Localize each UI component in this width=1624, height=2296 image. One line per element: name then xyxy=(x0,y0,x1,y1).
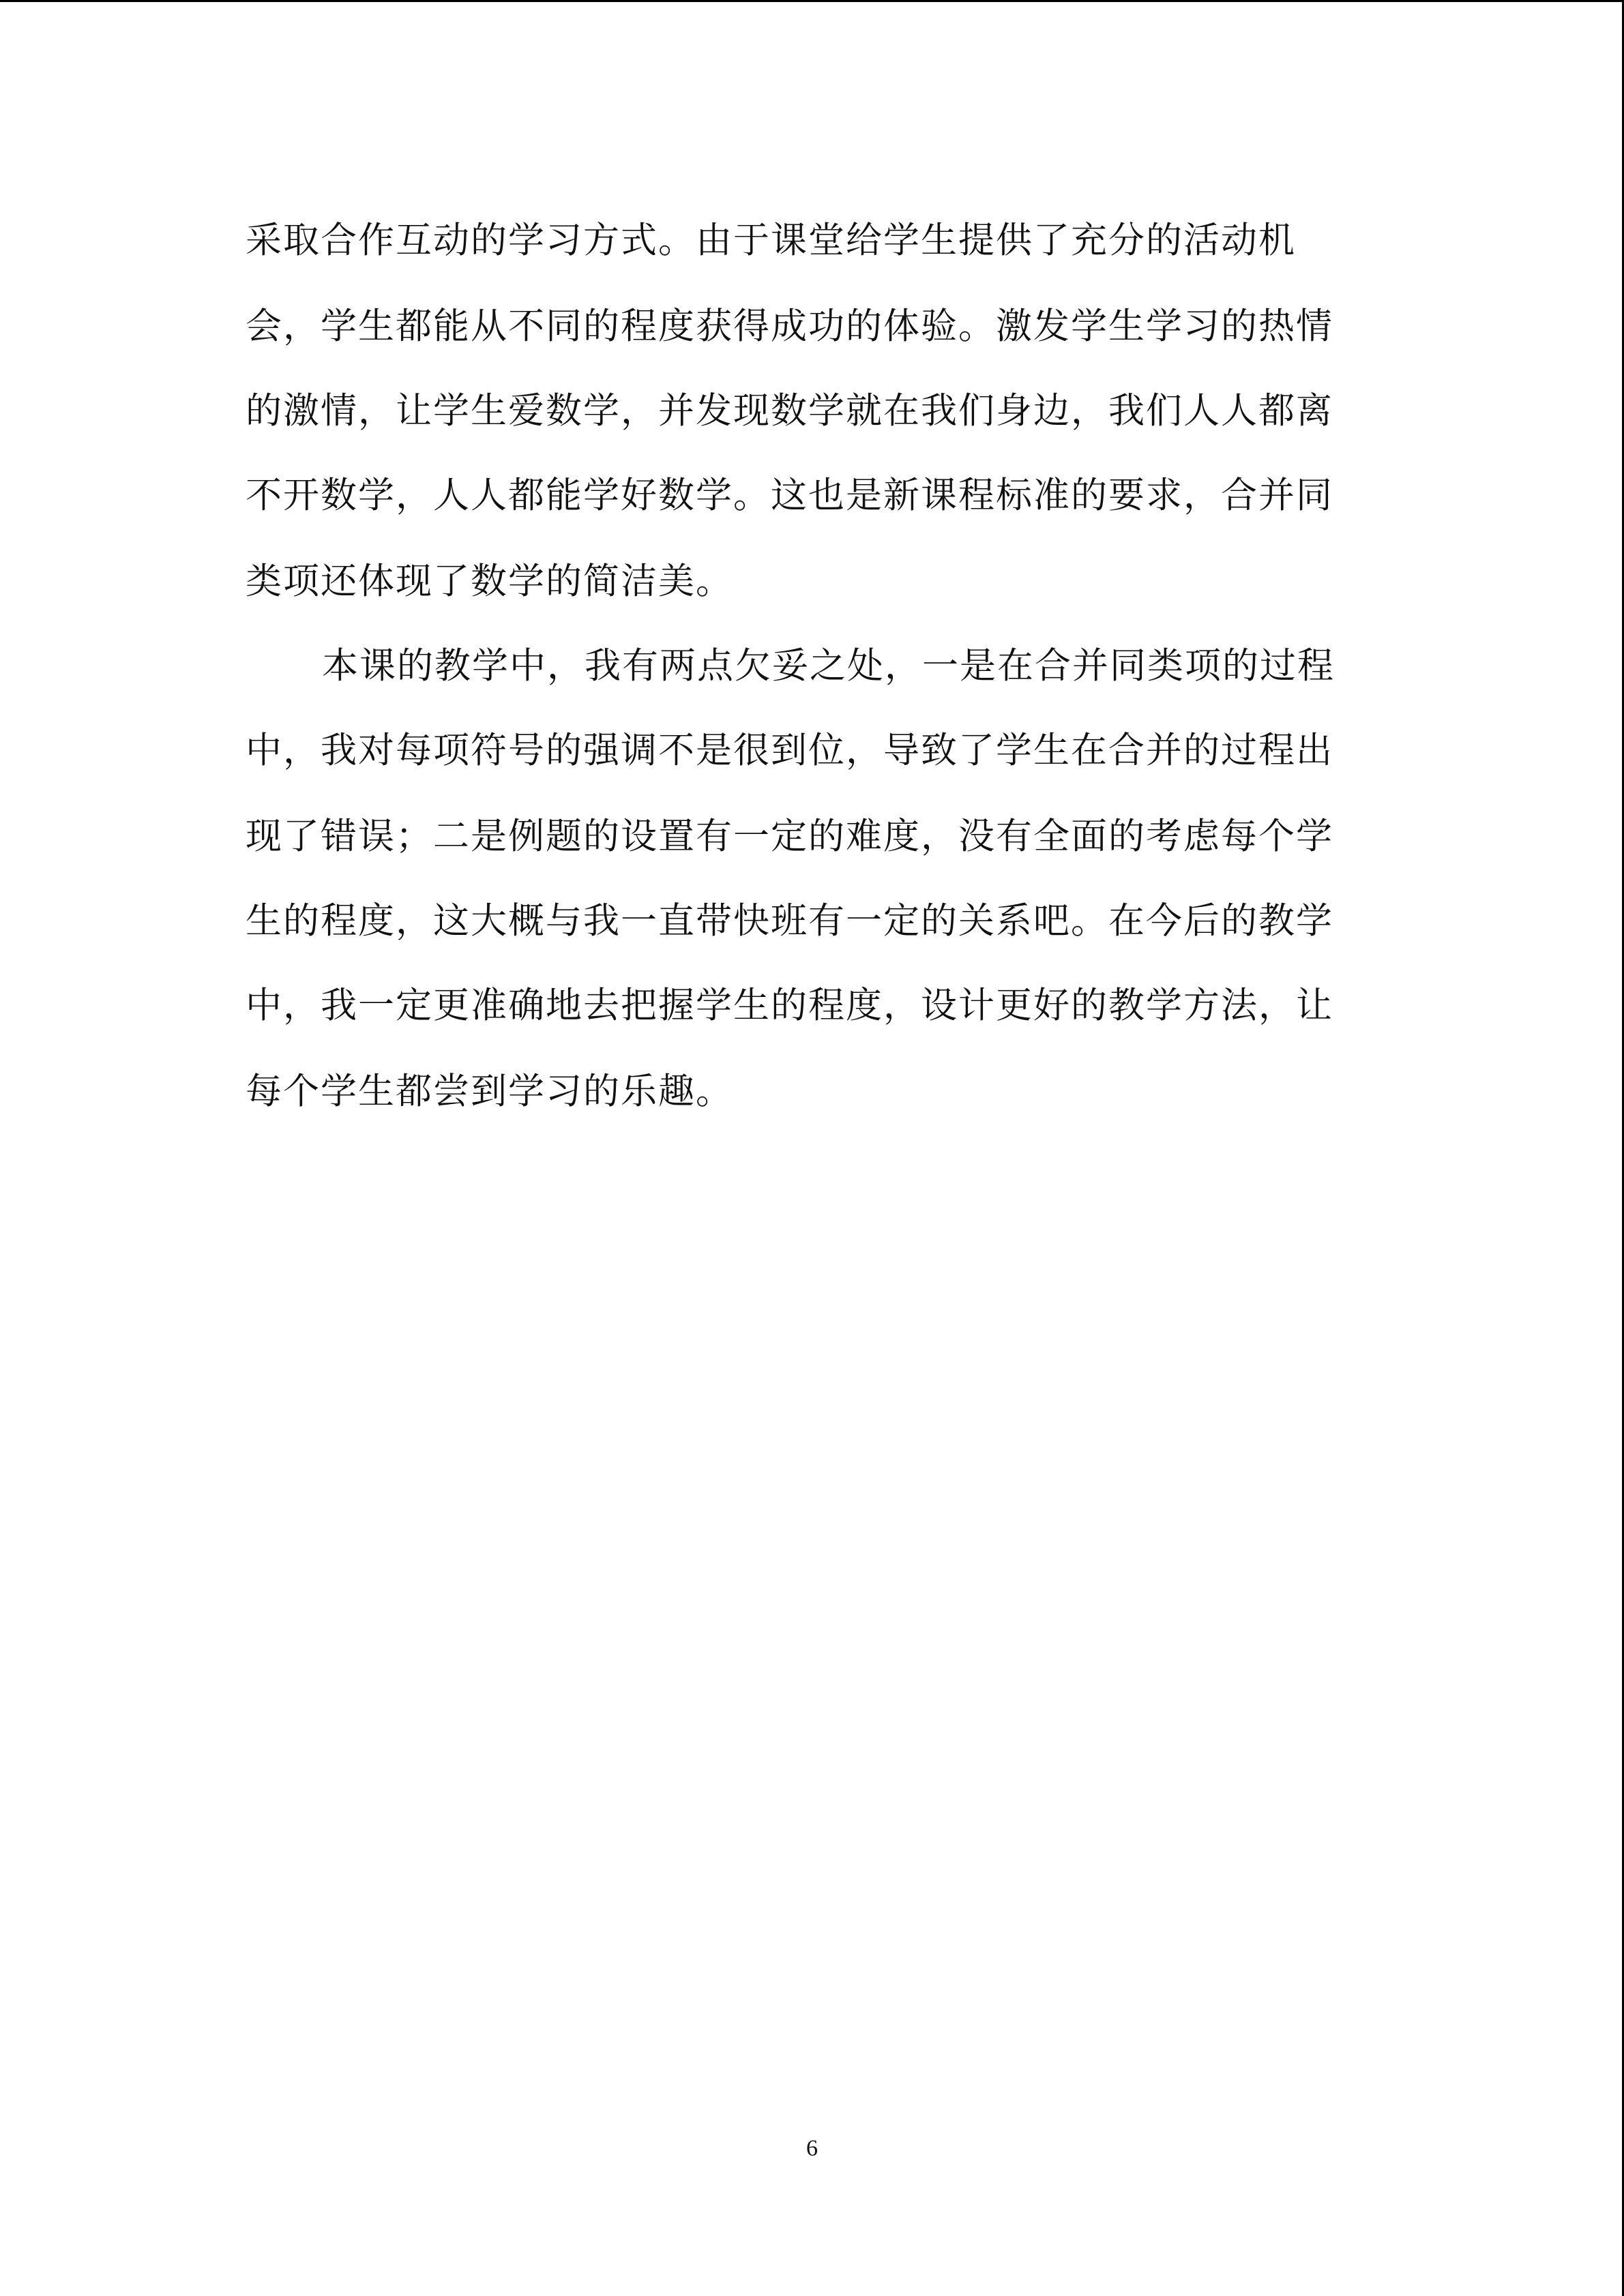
paragraph-1-line-5: 类项还体现了数学的简洁美。 xyxy=(246,561,733,602)
paragraph-1-line-4: 不开数学，人人都能学好数学。这也是新课程标准的要求，合并同 xyxy=(246,475,1333,516)
paragraph-2-line-3: 现了错误；二是例题的设置有一定的难度，没有全面的考虑每个学 xyxy=(246,816,1333,857)
paragraph-2-line-1: 本课的教学中，我有两点欠妥之处，一是在合并同类项的过程 xyxy=(322,645,1335,687)
paragraph-1-line-1: 采取合作互动的学习方式。由于课堂给学生提供了充分的活动机 xyxy=(246,220,1296,261)
paragraph-2-line-2: 中，我对每项符号的强调不是很到位，导致了学生在合并的过程出 xyxy=(246,730,1333,771)
page-number: 6 xyxy=(806,2136,818,2161)
paragraph-2-line-4: 生的程度，这大概与我一直带快班有一定的关系吧。在今后的教学 xyxy=(246,900,1333,942)
paragraph-2-line-5: 中，我一定更准确地去把握学生的程度，设计更好的教学方法，让 xyxy=(246,985,1333,1026)
paragraph-1-line-3: 的激情，让学生爱数学，并发现数学就在我们身边，我们人人都离 xyxy=(246,390,1333,432)
paragraph-1-line-2: 会，学生都能从不同的程度获得成功的体验。激发学生学习的热情 xyxy=(246,305,1333,347)
paragraph-2-line-6: 每个学生都尝到学习的乐趣。 xyxy=(246,1071,733,1112)
